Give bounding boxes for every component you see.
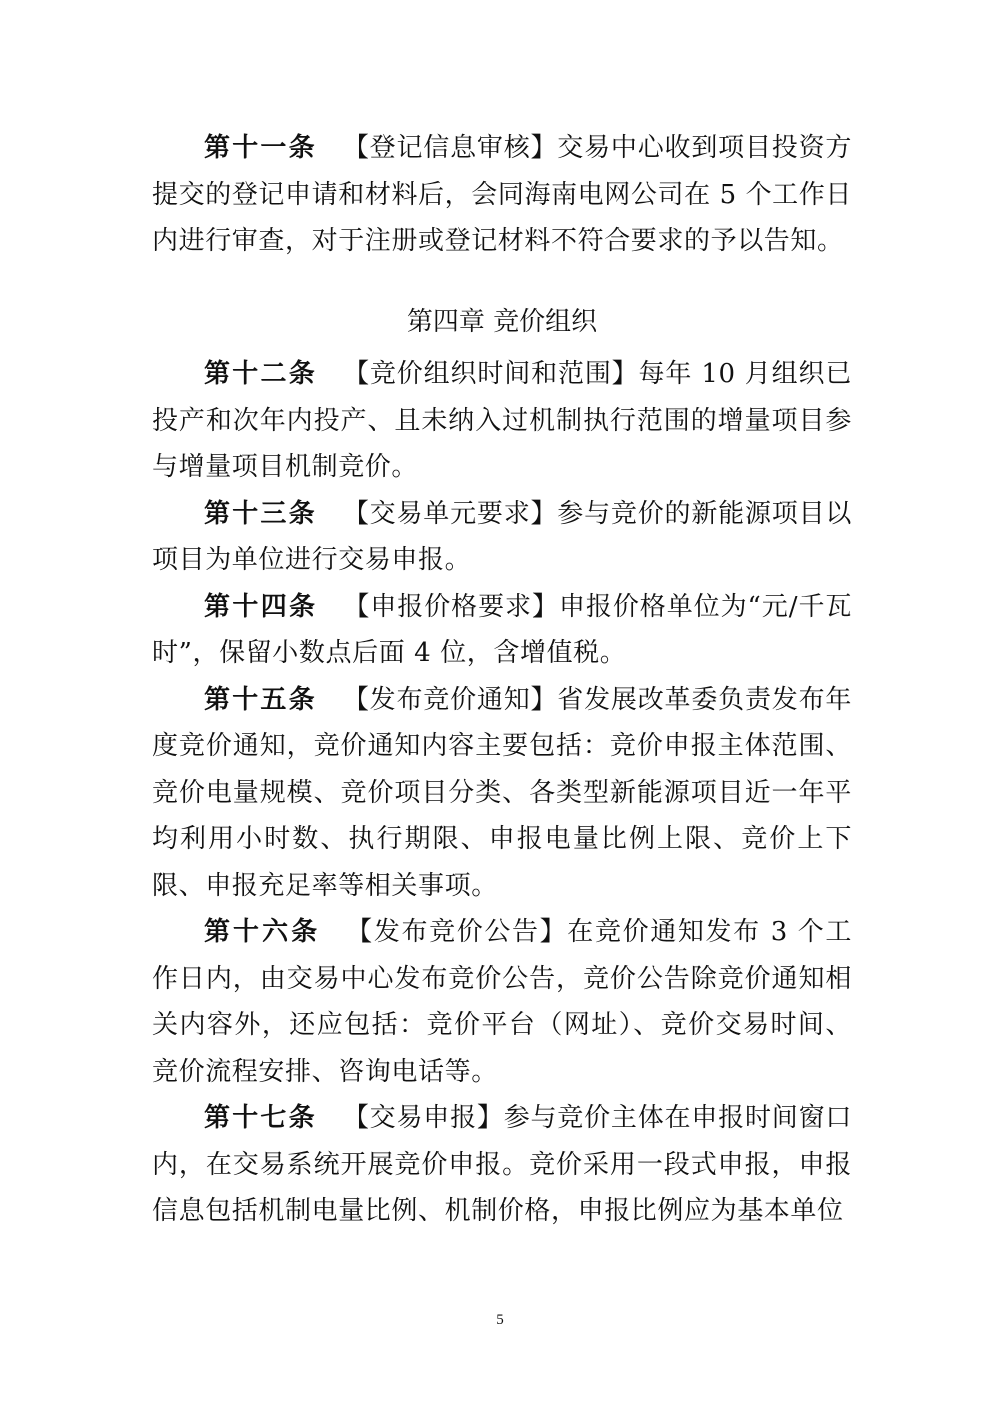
article-12 <box>152 351 852 491</box>
article-number: 第十五条 <box>204 684 317 715</box>
article-text: 【竞价组织时间和范围】每年 10 月组织已投产和次年内投产、且未纳入过机制执行范围的增量项目参与增量项目机制竞价。 <box>152 359 852 482</box>
article-number: 第十六条 <box>204 917 321 947</box>
article-text: 【发布竞价通知】省发展改革委负责发布年度竞价通知，竞价通知内容主要包括：竞价申报主体范围、竞价电量规模、竞价项目分类、各类型新能源项目近一年平均利用小时数、执行期限、申报电量比例上限、竞价上下限、申报充足率等相关事项。 <box>152 684 852 901</box>
article-number: 第十七条 <box>204 1103 317 1133</box>
article-14 <box>152 584 852 677</box>
article-number: 第十一条 <box>204 133 317 163</box>
article-text: 【登记信息审核】交易中心收到项目投资方提交的登记申请和材料后，会同海南电网公司在 5 个工作日内进行审查，对于注册或登记材料不符合要求的予以告知。 <box>152 133 852 256</box>
document-body <box>152 125 852 1235</box>
article-number: 第十二条 <box>204 359 318 389</box>
article-15 <box>152 677 852 910</box>
article-number: 第十三条 <box>204 498 317 529</box>
article-text: 【发布竞价公告】在竞价通知发布 3 个工作日内，由交易中心发布竞价公告，竞价公告除竞价通知相关内容外，还应包括：竞价平台（网址）、竞价交易时间、竞价流程安排、咨询电话等。 <box>152 917 852 1087</box>
article-number: 第十四条 <box>204 591 318 622</box>
article-text: 【交易单元要求】参与竞价的新能源项目以项目为单位进行交易申报。 <box>152 498 852 575</box>
article-17 <box>152 1095 852 1235</box>
article-11 <box>152 125 852 265</box>
article-16 <box>152 909 852 1095</box>
article-text: 【申报价格要求】申报价格单位为“元/千瓦时”，保留小数点后面 4 位，含增值税。 <box>152 591 852 668</box>
page-number: 5 <box>496 1312 504 1328</box>
article-13 <box>152 491 852 584</box>
chapter-title: 第四章 竞价组织 <box>406 306 598 337</box>
article-text: 【交易申报】参与竞价主体在申报时间窗口内，在交易系统开展竞价申报。竞价采用一段式申报，申报信息包括机制电量比例、机制价格，申报比例应为基本单位 <box>152 1103 852 1226</box>
